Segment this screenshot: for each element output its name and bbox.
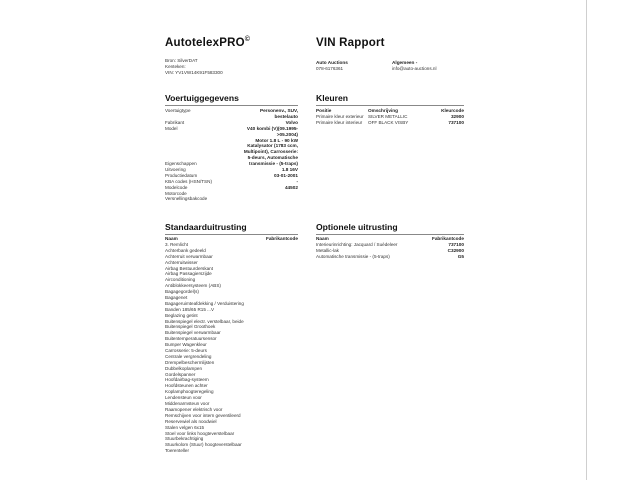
list-item: Airbag Passagierszijde <box>165 271 212 277</box>
list-item: Gordelspanner <box>165 371 196 377</box>
optional-table <box>316 236 464 260</box>
vehicle-label-model: Model <box>165 125 178 131</box>
list-item: Achterruit verwarmbaar <box>165 253 213 259</box>
list-item: Bagageruimteafdekking / Verduistering <box>165 300 244 306</box>
vehicle-value-modelcode: 44502 <box>284 184 298 190</box>
colors-row-description: OFF BLACK VISBY <box>368 120 409 125</box>
vehicle-value-production: 03-01-2001 <box>274 172 298 178</box>
list-item: Reservewiel als noodwiel <box>165 418 217 424</box>
brand-title <box>165 36 250 49</box>
brand-title-text: AutotelexPRO <box>165 36 245 49</box>
list-item: Achterbank gedeeld <box>165 247 206 253</box>
optional-row-name: Metallic-lak <box>316 248 339 253</box>
optional-row-code: G5 <box>457 254 464 259</box>
list-item: Bagagegordel(s) <box>165 289 199 295</box>
vehicle-label-modelcode: Modelcode <box>165 184 188 190</box>
optional-header-code: Fabrikantcode <box>431 236 464 241</box>
list-item: Buitenspiegel verwarmbaar <box>165 330 221 336</box>
list-item: Buitenspiegel electr. verstelbaar, beide <box>165 318 244 324</box>
contact-phone: 078-6176361 <box>316 65 344 71</box>
list-item: Carrosserie: 5-deurs <box>165 348 207 354</box>
list-item: Lendensteun voor <box>165 395 202 401</box>
list-item: Buitenspiegel Groothoek <box>165 324 216 330</box>
optional-row <box>316 254 464 260</box>
vehicle-label-kba: KBA codes (HSN/TSN) <box>165 178 212 184</box>
optional-header-name: Naam <box>316 236 329 241</box>
list-item: Hoofdsteunen achter <box>165 383 208 389</box>
vehicle-value-kba: - <box>296 178 298 184</box>
optional-row-name: Interieurinrichting: Jacquard / Suèdeleer <box>316 242 398 247</box>
page-edge-line <box>586 0 587 480</box>
colors-row <box>316 120 464 126</box>
vehicle-value-model: V40 kombi (V)(09.1995- >05.2004) <box>246 125 298 137</box>
colors-row-code: 737100 <box>448 120 464 125</box>
colors-header-position: Positie <box>316 108 332 113</box>
standard-section-title: Standaarduitrusting <box>165 222 247 232</box>
list-item: Remschijven voor intern geventileerd <box>165 412 241 418</box>
vehicle-value-type: Personenv., SUV, bestelauto <box>259 108 298 119</box>
vehicle-value-engine: Motor 1.8 L - 90 kW <box>255 137 298 143</box>
meta-row-plate: Kenteken: <box>165 63 186 69</box>
meta-row-vin: VIN: YV1VW14K91F583300 <box>165 69 223 75</box>
list-item: Beglazing getint <box>165 312 198 318</box>
standard-list <box>165 242 298 454</box>
contact-general-label: Algemeen - <box>392 60 418 65</box>
optional-row-name: Automatische transmissie - (5-traps) <box>316 254 390 259</box>
optional-section-title: Optionele uitrusting <box>316 222 398 232</box>
optional-row-code: C32900 <box>447 248 464 253</box>
list-item: Toerenteller <box>165 448 190 454</box>
list-item: Stuurbekrachtiging <box>165 436 204 442</box>
optional-section-rule <box>316 234 464 235</box>
colors-table <box>316 108 464 126</box>
contact-block <box>316 60 348 72</box>
list-item: Achterruitwisser <box>165 259 198 265</box>
list-item: Stoel voor links hoogteverstelbaar <box>165 430 235 436</box>
list-item: Bagagenet <box>165 295 188 301</box>
vehicle-value-version: 1.8 16V <box>281 167 298 173</box>
standard-header-code: Fabrikantcode <box>265 236 298 241</box>
colors-header-code: Kleurcode <box>441 108 464 113</box>
standard-header-name: Naam <box>165 236 178 241</box>
contact-general <box>392 60 437 72</box>
report-title: VIN Rapport <box>316 37 385 49</box>
vehicle-values <box>218 108 298 202</box>
list-item: Stuurkolom (Stuur) hoogteverstelbaar <box>165 442 242 448</box>
colors-row-position: Primaire kleur interieur <box>316 120 363 125</box>
vehicle-label-enginecode: Motorcode <box>165 190 187 196</box>
list-item: 3. Remlicht <box>165 242 188 247</box>
vehicle-label-properties: Eigenschappen <box>165 160 197 166</box>
vehicle-value-properties: Katalysator (1783 ccm, Multipoint), Carrosserie: 5-deurs, Automatische transmissie - (5-traps) <box>243 143 298 167</box>
list-item: Airbag Bestuurderskant <box>165 265 214 271</box>
vehicle-label-gearboxcode: Versnellingsbakcode <box>165 196 208 202</box>
vehicle-label-type: Voertuigtype <box>165 108 191 113</box>
contact-name: Auto Auctions <box>316 60 348 65</box>
list-item: Antiblokkeersysteem (ABS) <box>165 283 221 289</box>
source-meta <box>165 58 223 76</box>
list-item: Middenarmsteun voor <box>165 401 210 407</box>
standard-section-rule <box>165 234 298 235</box>
list-item: Dubbelkoplampen <box>165 365 203 371</box>
vehicle-section-rule <box>165 105 298 106</box>
colors-row-code: 32900 <box>450 114 464 119</box>
list-item: Airconditioning <box>165 277 196 283</box>
colors-row-description: SILVER METALLIC <box>368 114 408 119</box>
list-item: Stalen velgen 6x15 <box>165 424 205 430</box>
copyright-mark: © <box>244 36 251 43</box>
list-item: Banden 185/65 R15 ...V <box>165 306 215 312</box>
optional-row-code: 737100 <box>448 242 464 247</box>
list-item: Buitentemperatuursensor <box>165 336 217 342</box>
list-item: Hoofdairbag-systeem <box>165 377 209 383</box>
colors-row-position: Primaire kleur exterieur <box>316 114 364 119</box>
vehicle-value-gearboxcode <box>218 197 298 203</box>
list-item: Bumper Wagenkleur <box>165 342 207 348</box>
vehicle-label-make: Fabrikant <box>165 119 185 125</box>
list-item: Koplamphoogteregeling <box>165 389 214 395</box>
list-item: Centrale vergrendeling <box>165 353 212 359</box>
list-item: Raamopener elektrisch voor <box>165 406 223 412</box>
vehicle-label-version: Uitvoering <box>165 166 186 172</box>
colors-section-rule <box>316 105 464 106</box>
colors-section-title: Kleuren <box>316 93 348 103</box>
meta-row-source: Bron: SilverDAT <box>165 58 198 63</box>
colors-header-description: Omschrijving <box>368 108 398 113</box>
list-item: Drempelbeschermlijsten <box>165 359 215 365</box>
vehicle-value-make: Volvo <box>285 119 298 125</box>
vehicle-label-production: Productiedatum <box>165 172 198 178</box>
contact-email: info@auto-auctions.nl <box>392 65 437 71</box>
vehicle-section-title: Voertuiggegevens <box>165 93 239 103</box>
